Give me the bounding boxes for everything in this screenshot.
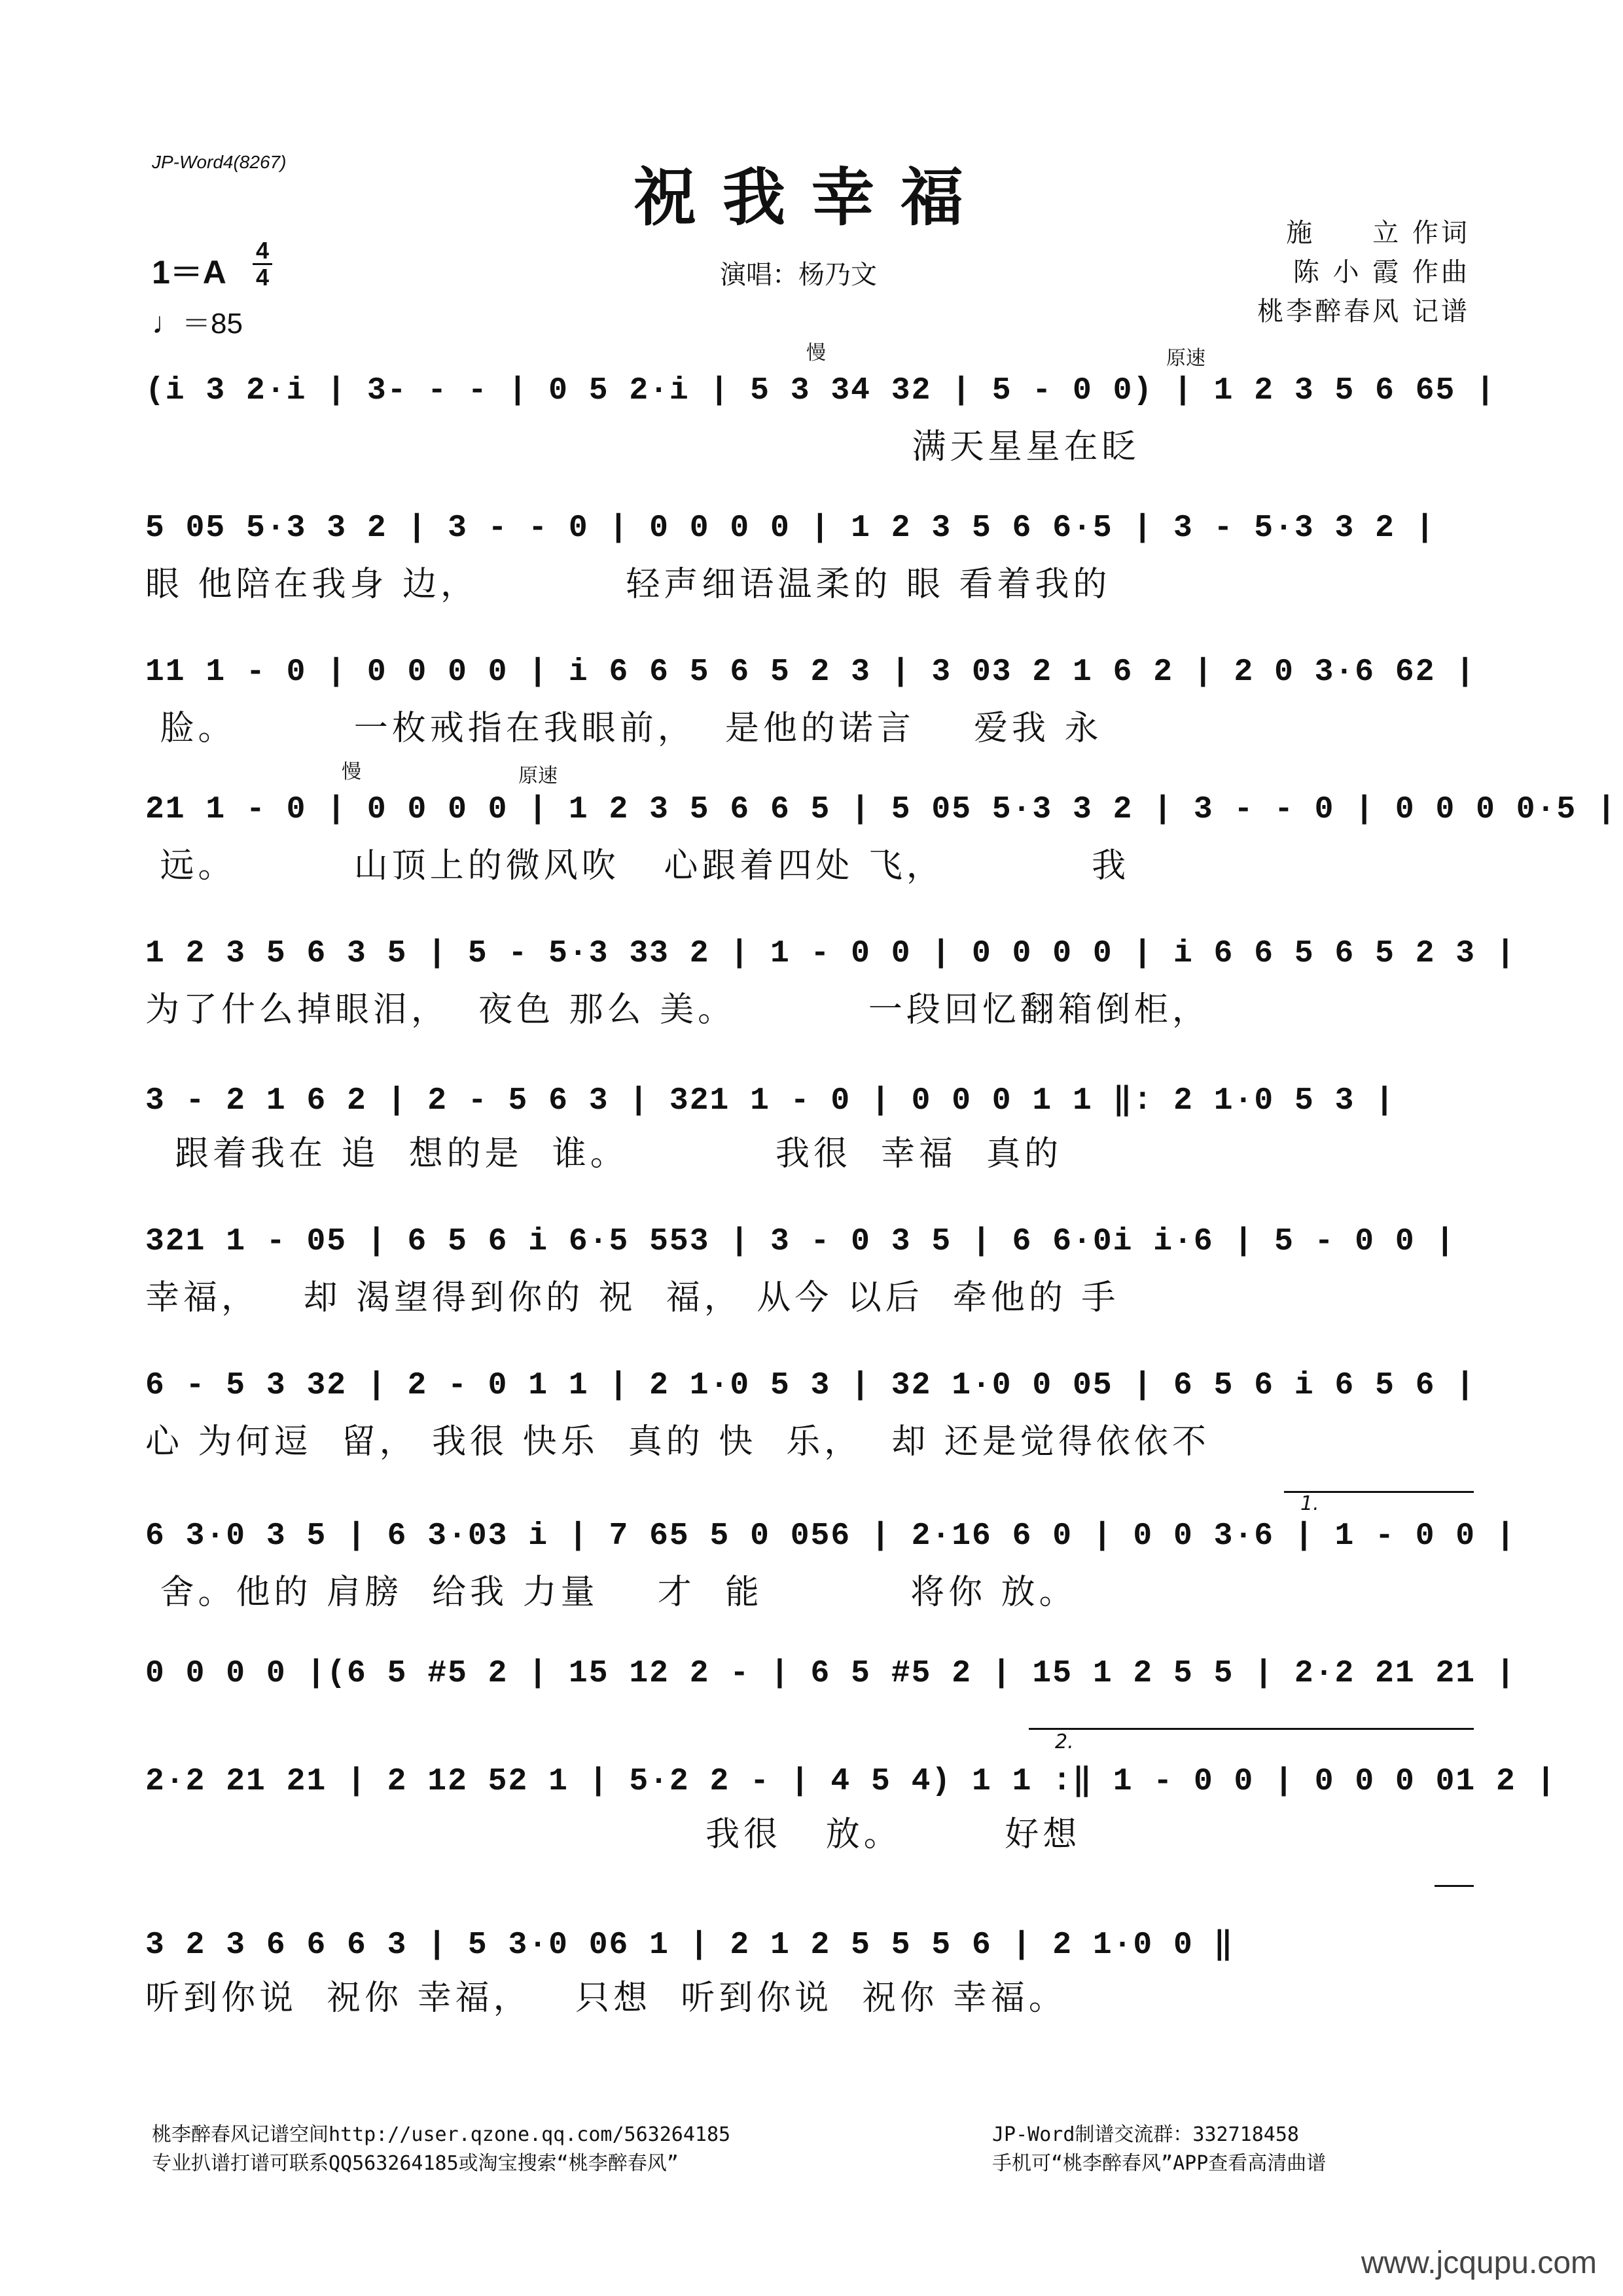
time-signature-bottom: 4 <box>255 264 270 291</box>
notation-line: 6 - 5 3 32 | 2 - 0 1 1 | 2 1·0 5 3 | 32 1·0 0 05 | 6 5 6 i 6 5 6 | <box>145 1368 1476 1403</box>
footer-left <box>152 2121 730 2178</box>
tempo-mark: 慢 <box>806 342 826 365</box>
song-title: 祝我幸福 <box>633 160 990 234</box>
lyrics-line: 心 为何逗 留， 我很 快乐 真的 快 乐， 却 还是觉得依依不 <box>145 1422 1210 1462</box>
notation-line: (i 3 2·i | 3- - - | 0 5 2·i | 5 3 34 32 | 5 - 0 0) | 1 2 3 5 6 65 | <box>145 373 1496 408</box>
notation-line: 5 05 5·3 3 2 | 3 - - 0 | 0 0 0 0 | 1 2 3 5 6 6·5 | 3 - 5·3 3 2 | <box>145 511 1436 546</box>
volta-bracket <box>1029 1728 1474 1730</box>
notation-line: 3 - 2 1 6 2 | 2 - 5 6 3 | 321 1 - 0 | 0 0 0 1 1 ‖: 2 1·0 5 3 | <box>145 1083 1395 1119</box>
lyrics-line: 为了什么掉眼泪， 夜色 那么 美。 一段回忆翻箱倒柜， <box>145 990 1210 1030</box>
composer: 陈 小 霞 作曲 <box>1293 257 1470 287</box>
end-bracket <box>1435 1885 1474 1887</box>
tempo-mark: 原速 <box>518 764 558 787</box>
volta-number: 2. <box>1055 1731 1074 1753</box>
tempo-value: ＝85 <box>182 308 243 340</box>
lyrics-line: 我很 放。 好想 <box>145 1815 1081 1854</box>
quarter-note-icon: ♩ <box>152 306 182 340</box>
lyrics-line: 舍。他的 肩膀 给我 力量 才 能 将你 放。 <box>145 1573 1077 1612</box>
notation-line: 3 2 3 6 6 6 3 | 5 3·0 06 1 | 2 1 2 5 5 5 6 | 2 1·0 0 ‖ <box>145 1928 1234 1963</box>
software-label: JP-Word4(8267) <box>152 152 287 172</box>
notation-line: 21 1 - 0 | 0 0 0 0 | 1 2 3 5 6 6 5 | 5 05 5·3 3 2 | 3 - - 0 | 0 0 0 0·5 | <box>145 792 1617 827</box>
tempo-mark: 慢 <box>342 761 361 783</box>
transcriber: 桃李醉春风 记谱 <box>1257 296 1470 327</box>
footer-blog-link[interactable]: 桃李醉春风记谱空间http://user.qzone.qq.com/563264185 <box>152 2123 731 2146</box>
time-signature <box>253 238 272 290</box>
watermark: www.jcqupu.com <box>1361 2246 1597 2280</box>
lyrics-line: 幸福， 却 渴望得到你的 祝 福， 从今 以后 牵他的 手 <box>145 1278 1120 1318</box>
lyricist: 施 立 作词 <box>1286 218 1470 248</box>
notation-line: 6 3·0 3 5 | 6 3·03 i | 7 65 5 0 056 | 2·16 6 0 | 0 0 3·6 | 1 - 0 0 | <box>145 1518 1516 1554</box>
notation-line: 11 1 - 0 | 0 0 0 0 | i 6 6 5 6 5 2 3 | 3 03 2 1 6 2 | 2 0 3·6 62 | <box>145 655 1476 690</box>
notation-line: 1 2 3 5 6 3 5 | 5 - 5·3 33 2 | 1 - 0 0 | 0 0 0 0 | i 6 6 5 6 5 2 3 | <box>145 936 1516 971</box>
credits <box>1208 213 1470 331</box>
lyrics-line: 眼 他陪在我身 边， 轻声细语温柔的 眼 看着我的 <box>145 565 1111 604</box>
lyrics-line: 听到你说 祝你 幸福， 只想 听到你说 祝你 幸福。 <box>145 1979 1067 2018</box>
lyrics-line: 跟着我在 追 想的是 谁。 我很 幸福 真的 <box>145 1134 1063 1174</box>
key-signature: 1＝A <box>152 254 226 291</box>
lyrics-line: 脸。 一枚戒指在我眼前， 是他的诺言 爱我 永 <box>145 709 1103 748</box>
footer-app: 手机可“桃李醉春风”APP查看高清曲谱 <box>992 2152 1327 2175</box>
singer: 演唱：杨乃文 <box>720 260 877 290</box>
notation-line: 321 1 - 05 | 6 5 6 i 6·5 553 | 3 - 0 3 5 | 6 6·0i i·6 | 5 - 0 0 | <box>145 1224 1456 1259</box>
footer-right <box>992 2121 1326 2178</box>
tempo-marking <box>152 300 243 342</box>
lyrics-line: 远。 山顶上的微风吹 心跟着四处 飞， 我 <box>145 846 1130 886</box>
lyrics-line: 满天星星在眨 <box>145 427 1140 467</box>
notation-line: 0 0 0 0 |(6 5 #5 2 | 15 12 2 - | 6 5 #5 2 | 15 1 2 5 5 | 2·2 21 21 | <box>145 1656 1516 1691</box>
tempo-mark: 原速 <box>1166 347 1205 370</box>
time-signature-top: 4 <box>255 237 270 264</box>
footer-group: JP-Word制谱交流群：332718458 <box>992 2123 1299 2146</box>
notation-line: 2·2 21 21 | 2 12 52 1 | 5·2 2 - | 4 5 4) 1 1 :‖ 1 - 0 0 | 0 0 0 01 2 | <box>145 1764 1557 1799</box>
footer-contact: 专业扒谱打谱可联系QQ563264185或淘宝搜索“桃李醉春风” <box>152 2152 679 2175</box>
volta-number: 1. <box>1300 1492 1319 1515</box>
